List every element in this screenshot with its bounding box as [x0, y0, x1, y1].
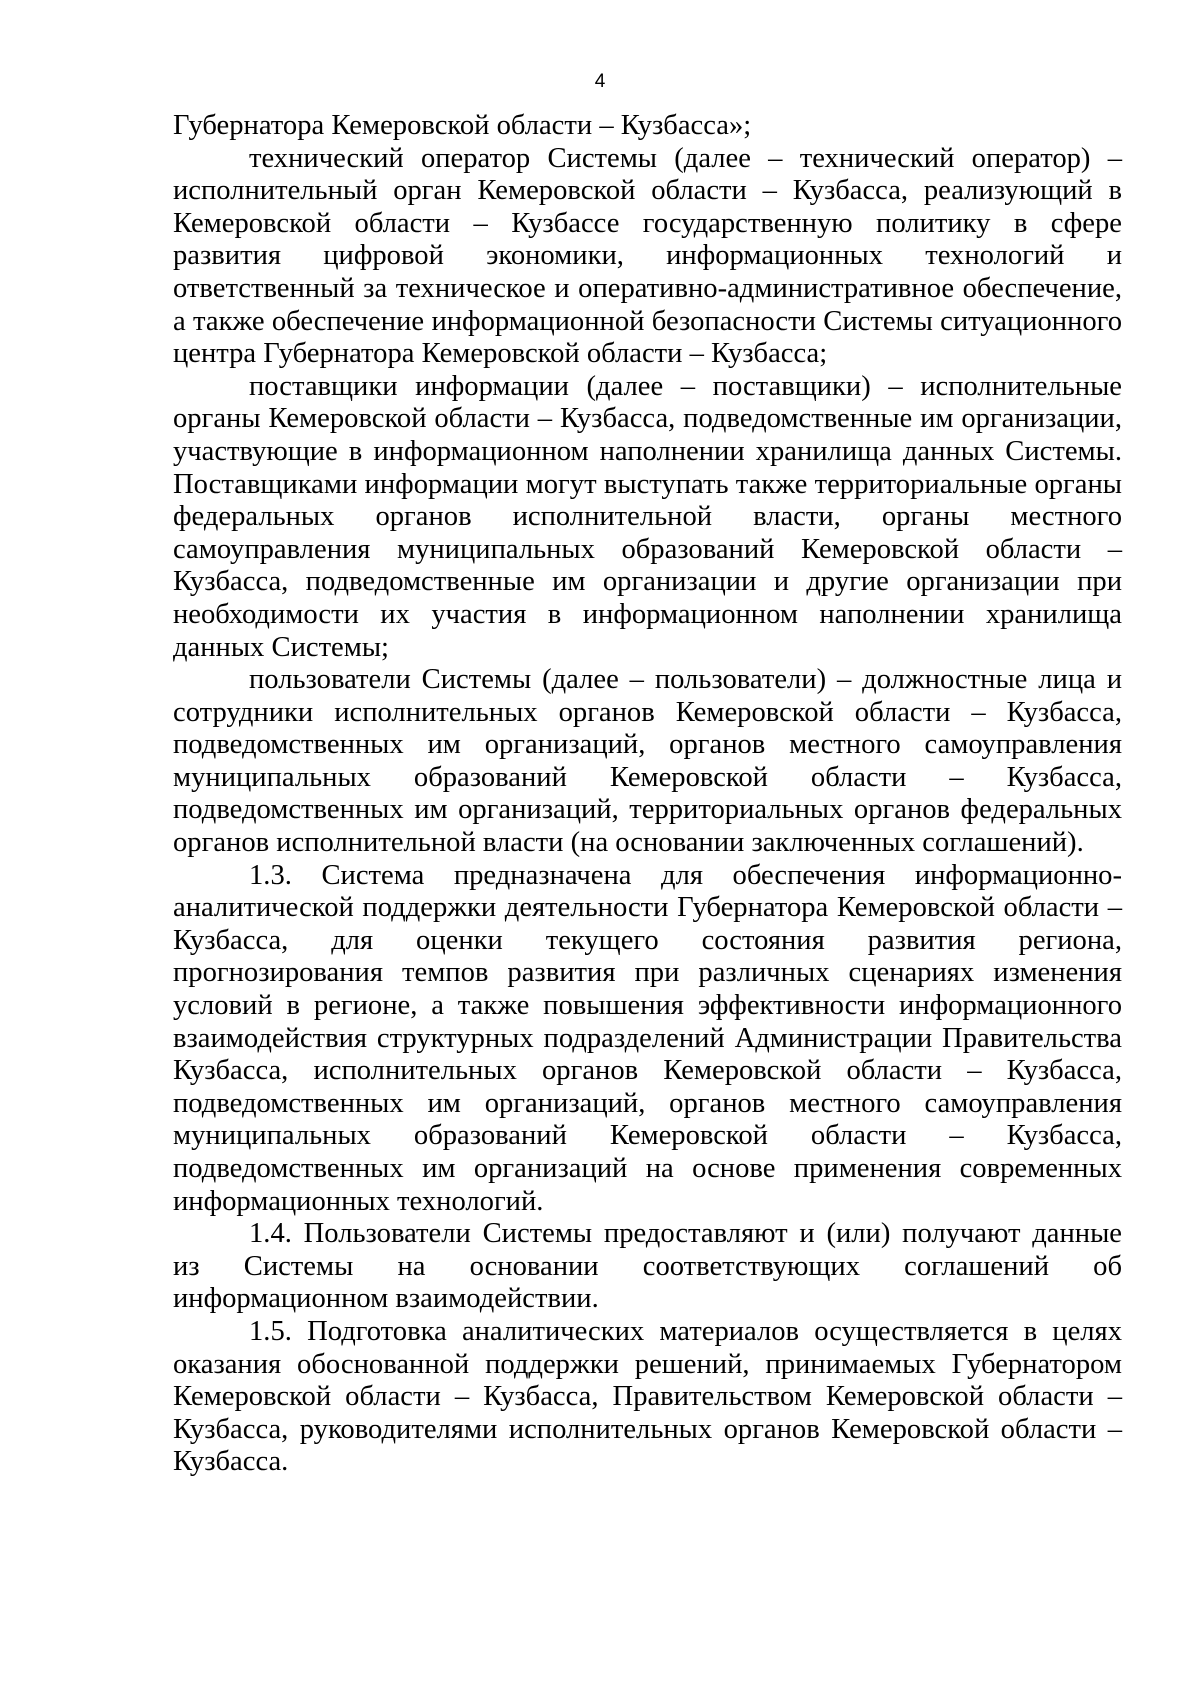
paragraph-1-4: 1.4. Пользователи Системы предоставляют и (или) получают данные из Системы на основании соответствующих соглашений об информационном взаимодействии. — [173, 1218, 1122, 1315]
paragraph-information-suppliers: поставщики информации (далее – поставщики) – исполнительные органы Кемеровской области – Кузбасса, подведомственные им организации, участвующие в информационном наполнении хранилища данных Системы. Поставщиками информации могут выступать также территориальные органы федеральных органов исполнительной власти, органы местного самоуправления муниципальных образований Кемеровской области – Кузбасса, подведомственные им организации и другие организации при необходимости их участия в информационном наполнении хранилища данных Системы; — [173, 370, 1122, 663]
paragraph-continuation: Губернатора Кемеровской области – Кузбасса»; — [173, 110, 752, 141]
paragraph-1-3: 1.3. Система предназначена для обеспечения информационно-аналитической поддержки деятельности Губернатора Кемеровской области – Кузбасса, для оценки текущего состояния развития региона, прогнозирования темпов развития при различных сценариях изменения условий в регионе, а также повышения эффективности информационного взаимодействия структурных подразделений Администрации Правительства Кузбасса, исполнительных органов Кемеровской области – Кузбасса, подведомственных им организаций, органов местного самоуправления муниципальных образований Кемеровской области – Кузбасса, подведомственных им организаций на основе применения современных информационных технологий. — [173, 859, 1122, 1217]
paragraph-technical-operator: технический оператор Системы (далее – технический оператор) – исполнительный орган Кемеровской области – Кузбасса, реализующий в Кемеровской области – Кузбассе государственную политику в сфере развития цифровой экономики, информационных технологий и ответственный за техническое и оперативно-административное обеспечение, а также обеспечение информационной безопасности Системы ситуационного центра Губернатора Кемеровской области – Кузбасса; — [173, 142, 1122, 370]
page-number: 4 — [594, 71, 606, 92]
paragraph-system-users: пользователи Системы (далее – пользователи) – должностные лица и сотрудники исполнительных органов Кемеровской области – Кузбасса, подведомственных им организаций, органов местного самоуправления муниципальных образований Кемеровской области – Кузбасса, подведомственных им организаций, территориальных органов федеральных органов исполнительной власти (на основании заключенных соглашений). — [173, 664, 1122, 859]
document-body — [173, 110, 1122, 1479]
paragraph-1-5: 1.5. Подготовка аналитических материалов осуществляется в целях оказания обоснованной поддержки решений, принимаемых Губернатором Кемеровской области – Кузбасса, Правительством Кемеровской области – Кузбасса, руководителями исполнительных органов Кемеровской области – Кузбасса. — [173, 1315, 1122, 1478]
